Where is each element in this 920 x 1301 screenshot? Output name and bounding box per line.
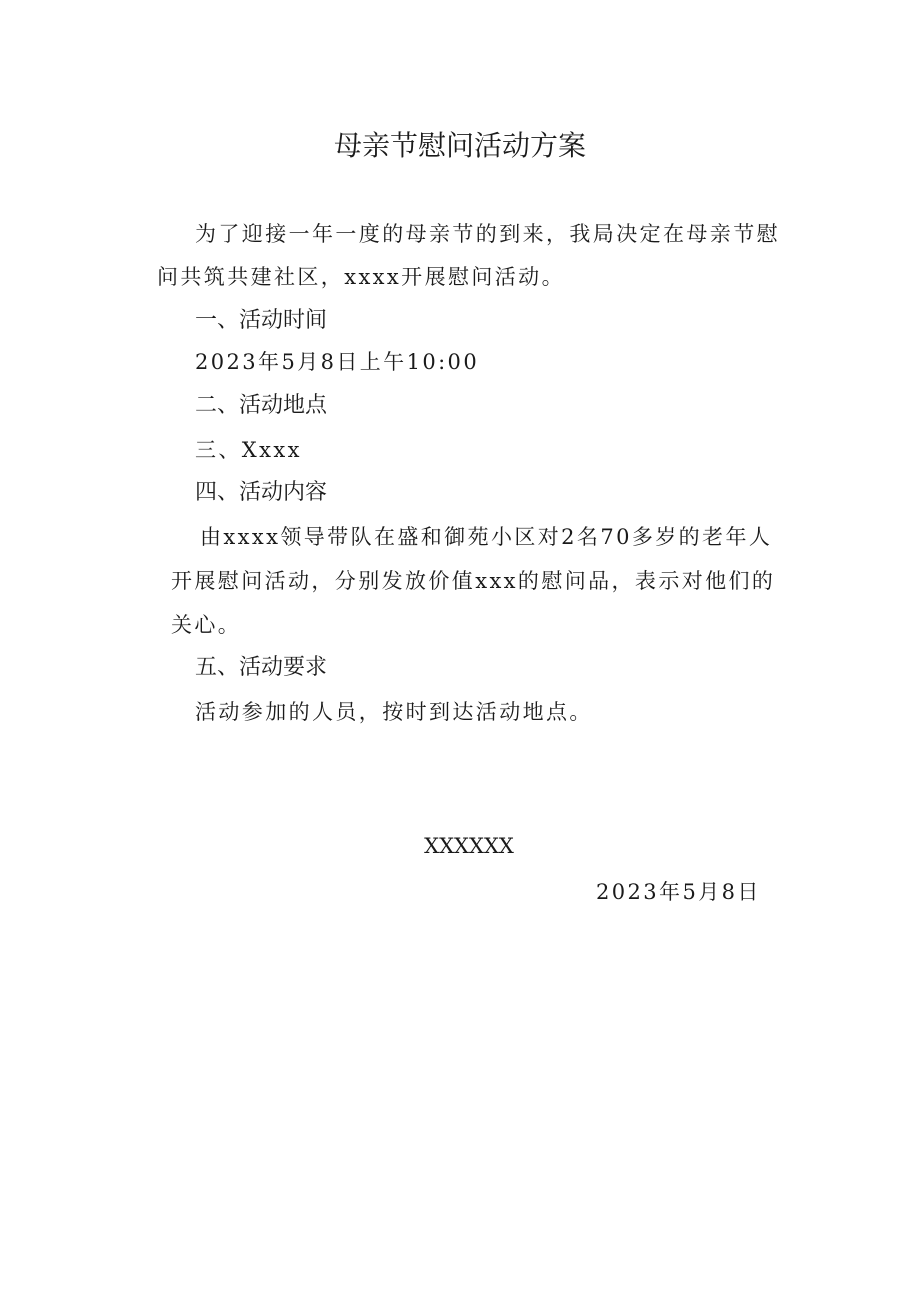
section-heading-content: 四、活动内容 (195, 480, 328, 505)
signature-organization: XXXXXX (424, 834, 514, 858)
section-heading-time: 一、活动时间 (195, 308, 328, 333)
intro-line-2: 问共筑共建社区，xxxx开展慰问活动。 (157, 265, 565, 289)
section-heading-placeholder: 三、Xxxx (195, 438, 302, 462)
content-line-3: 关心。 (171, 613, 242, 637)
intro-line-1: 为了迎接一年一度的母亲节的到来，我局决定在母亲节慰 (195, 222, 780, 246)
section-heading-requirements: 五、活动要求 (195, 655, 328, 680)
content-line-2: 开展慰问活动，分别发放价值xxx的慰问品，表示对他们的 (171, 569, 776, 593)
document-title: 母亲节慰问活动方案 (333, 129, 586, 162)
requirements-text: 活动参加的人员，按时到达活动地点。 (195, 700, 593, 724)
signature-date: 2023年5月8日 (596, 880, 761, 904)
section-heading-location: 二、活动地点 (195, 393, 328, 418)
activity-time: 2023年5月8日上午10:00 (195, 350, 480, 374)
content-line-1: 由xxxx领导带队在盛和御苑小区对2名70多岁的老年人 (200, 525, 773, 549)
